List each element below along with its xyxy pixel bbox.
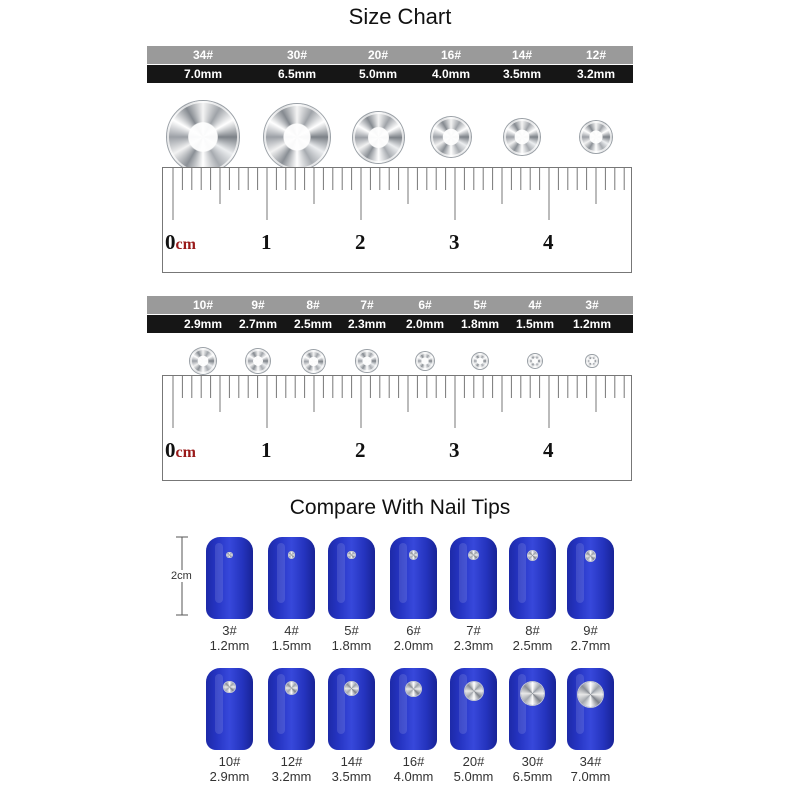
rhinestone-icon <box>289 552 294 557</box>
rhinestone-icon <box>167 101 238 172</box>
rhinestone-icon <box>302 350 325 373</box>
ruler-2 <box>162 375 632 481</box>
ruler-cm-label: 4 <box>543 438 554 462</box>
ruler-unit: cm <box>175 444 196 461</box>
rhinestone-icon <box>246 349 271 374</box>
nail-size-mm: 3.2mm <box>271 769 312 784</box>
ruler-cm-label: 1 <box>261 230 272 254</box>
size-number-label: 20# <box>367 48 389 62</box>
size-number-bar <box>147 296 633 314</box>
size-number-label: 6# <box>418 298 432 312</box>
nail-caption <box>317 754 387 784</box>
size-mm-bar <box>147 65 633 83</box>
ruler-zero: 0 <box>165 230 176 254</box>
size-number-label: 4# <box>528 298 542 312</box>
rhinestone-icon <box>528 551 537 560</box>
rhinestone-icon <box>406 682 420 696</box>
nail-tip <box>206 668 253 750</box>
nail-tip <box>450 668 497 750</box>
nail-size-number: 6# <box>406 623 421 638</box>
rhinestone-icon <box>586 551 596 561</box>
nail-size-mm: 4.0mm <box>393 769 434 784</box>
nail-size-number: 14# <box>340 754 363 769</box>
size-number-label: 7# <box>360 298 374 312</box>
rhinestone-icon <box>345 682 358 695</box>
rhinestone-icon <box>469 551 477 559</box>
nail-size-number: 9# <box>583 623 598 638</box>
ruler-unit: cm <box>175 236 196 253</box>
size-number-label: 34# <box>192 48 214 62</box>
size-number-label: 12# <box>585 48 607 62</box>
nail-size-mm: 2.5mm <box>512 638 553 653</box>
nail-size-number: 4# <box>284 623 299 638</box>
ruler-zero: 0 <box>165 438 176 462</box>
rhinestone-icon <box>528 354 542 368</box>
size-mm-label: 2.5mm <box>293 317 333 331</box>
nail-size-mm: 6.5mm <box>512 769 553 784</box>
nail-size-mm: 1.8mm <box>331 638 372 653</box>
nail-size-mm: 3.5mm <box>331 769 372 784</box>
size-mm-label: 2.7mm <box>238 317 278 331</box>
nail-size-mm: 7.0mm <box>570 769 611 784</box>
size-mm-bar <box>147 315 633 333</box>
ruler-ticks <box>163 376 633 482</box>
compare-title: Compare With Nail Tips <box>289 496 511 519</box>
nail-caption <box>556 623 626 653</box>
size-number-label: 8# <box>306 298 320 312</box>
rhinestone-icon <box>580 121 613 154</box>
nail-caption <box>195 623 265 653</box>
size-number-label: 9# <box>251 298 265 312</box>
rhinestone-icon <box>348 552 354 558</box>
nail-size-mm: 2.9mm <box>209 769 250 784</box>
size-number-label: 10# <box>192 298 214 312</box>
nail-size-number: 16# <box>402 754 425 769</box>
nail-tip <box>509 537 556 619</box>
nail-size-mm: 2.7mm <box>570 638 611 653</box>
nail-tip <box>268 537 315 619</box>
nail-size-number: 7# <box>466 623 481 638</box>
nail-size-number: 10# <box>218 754 241 769</box>
rhinestone-icon <box>431 117 472 158</box>
rhinestone-icon <box>472 353 489 370</box>
rhinestone-icon <box>586 355 597 366</box>
size-number-label: 16# <box>440 48 462 62</box>
nail-tip <box>450 537 497 619</box>
size-mm-label: 3.5mm <box>502 67 542 81</box>
size-chart-title: Size Chart <box>348 4 452 29</box>
rhinestone-icon <box>356 350 377 371</box>
nail-caption <box>195 754 265 784</box>
ruler-cm-label: 3 <box>449 230 460 254</box>
size-mm-label: 1.2mm <box>572 317 612 331</box>
rhinestone-icon <box>224 682 234 692</box>
size-mm-label: 5.0mm <box>358 67 398 81</box>
rhinestone-icon <box>190 348 217 375</box>
size-number-label: 30# <box>286 48 308 62</box>
size-number-label: 3# <box>585 298 599 312</box>
size-mm-label: 7.0mm <box>183 67 223 81</box>
rhinestone-icon <box>410 551 417 558</box>
size-mm-label: 1.8mm <box>460 317 500 331</box>
nail-tip <box>567 668 614 750</box>
nail-size-number: 20# <box>462 754 485 769</box>
nail-size-number: 3# <box>222 623 237 638</box>
size-number-label: 5# <box>473 298 487 312</box>
size-mm-label: 6.5mm <box>277 67 317 81</box>
nail-tip <box>567 537 614 619</box>
nail-size-number: 12# <box>280 754 303 769</box>
nail-tip <box>509 668 556 750</box>
ruler-zero-label <box>165 230 196 255</box>
ruler-cm-label: 2 <box>355 438 366 462</box>
rhinestone-icon <box>286 682 298 694</box>
nail-tip <box>390 668 437 750</box>
nail-size-mm: 1.5mm <box>271 638 312 653</box>
nail-tip <box>268 668 315 750</box>
rhinestone-icon <box>264 104 330 170</box>
nail-size-number: 30# <box>521 754 544 769</box>
rhinestone-icon <box>416 352 434 370</box>
nail-size-mm: 1.2mm <box>209 638 250 653</box>
rhinestone-icon <box>521 682 544 705</box>
nail-caption <box>556 754 626 784</box>
rhinestone-icon <box>578 682 603 707</box>
size-mm-label: 2.3mm <box>347 317 387 331</box>
rhinestone-icon <box>353 112 404 163</box>
size-mm-label: 4.0mm <box>431 67 471 81</box>
rhinestone-icon <box>465 682 483 700</box>
ruler-zero-label <box>165 438 196 463</box>
nail-tip <box>390 537 437 619</box>
nail-caption <box>317 623 387 653</box>
ruler-1 <box>162 167 632 273</box>
nail-tip <box>328 668 375 750</box>
nail-size-mm: 2.3mm <box>453 638 494 653</box>
nail-size-mm: 2.0mm <box>393 638 434 653</box>
ruler-cm-label: 4 <box>543 230 554 254</box>
nail-tip <box>328 537 375 619</box>
nail-size-number: 34# <box>579 754 602 769</box>
ruler-cm-label: 1 <box>261 438 272 462</box>
size-number-bar <box>147 46 633 64</box>
size-mm-label: 2.9mm <box>183 317 223 331</box>
scale-label: 2cm <box>171 570 192 582</box>
size-mm-label: 3.2mm <box>576 67 616 81</box>
size-mm-label: 1.5mm <box>515 317 555 331</box>
ruler-cm-label: 2 <box>355 230 366 254</box>
nail-size-mm: 5.0mm <box>453 769 494 784</box>
nail-tip <box>206 537 253 619</box>
size-mm-label: 2.0mm <box>405 317 445 331</box>
nail-size-number: 5# <box>344 623 359 638</box>
ruler-cm-label: 3 <box>449 438 460 462</box>
nail-size-number: 8# <box>525 623 540 638</box>
ruler-ticks <box>163 168 633 274</box>
size-number-label: 14# <box>511 48 533 62</box>
rhinestone-icon <box>227 553 231 557</box>
rhinestone-icon <box>504 119 540 155</box>
